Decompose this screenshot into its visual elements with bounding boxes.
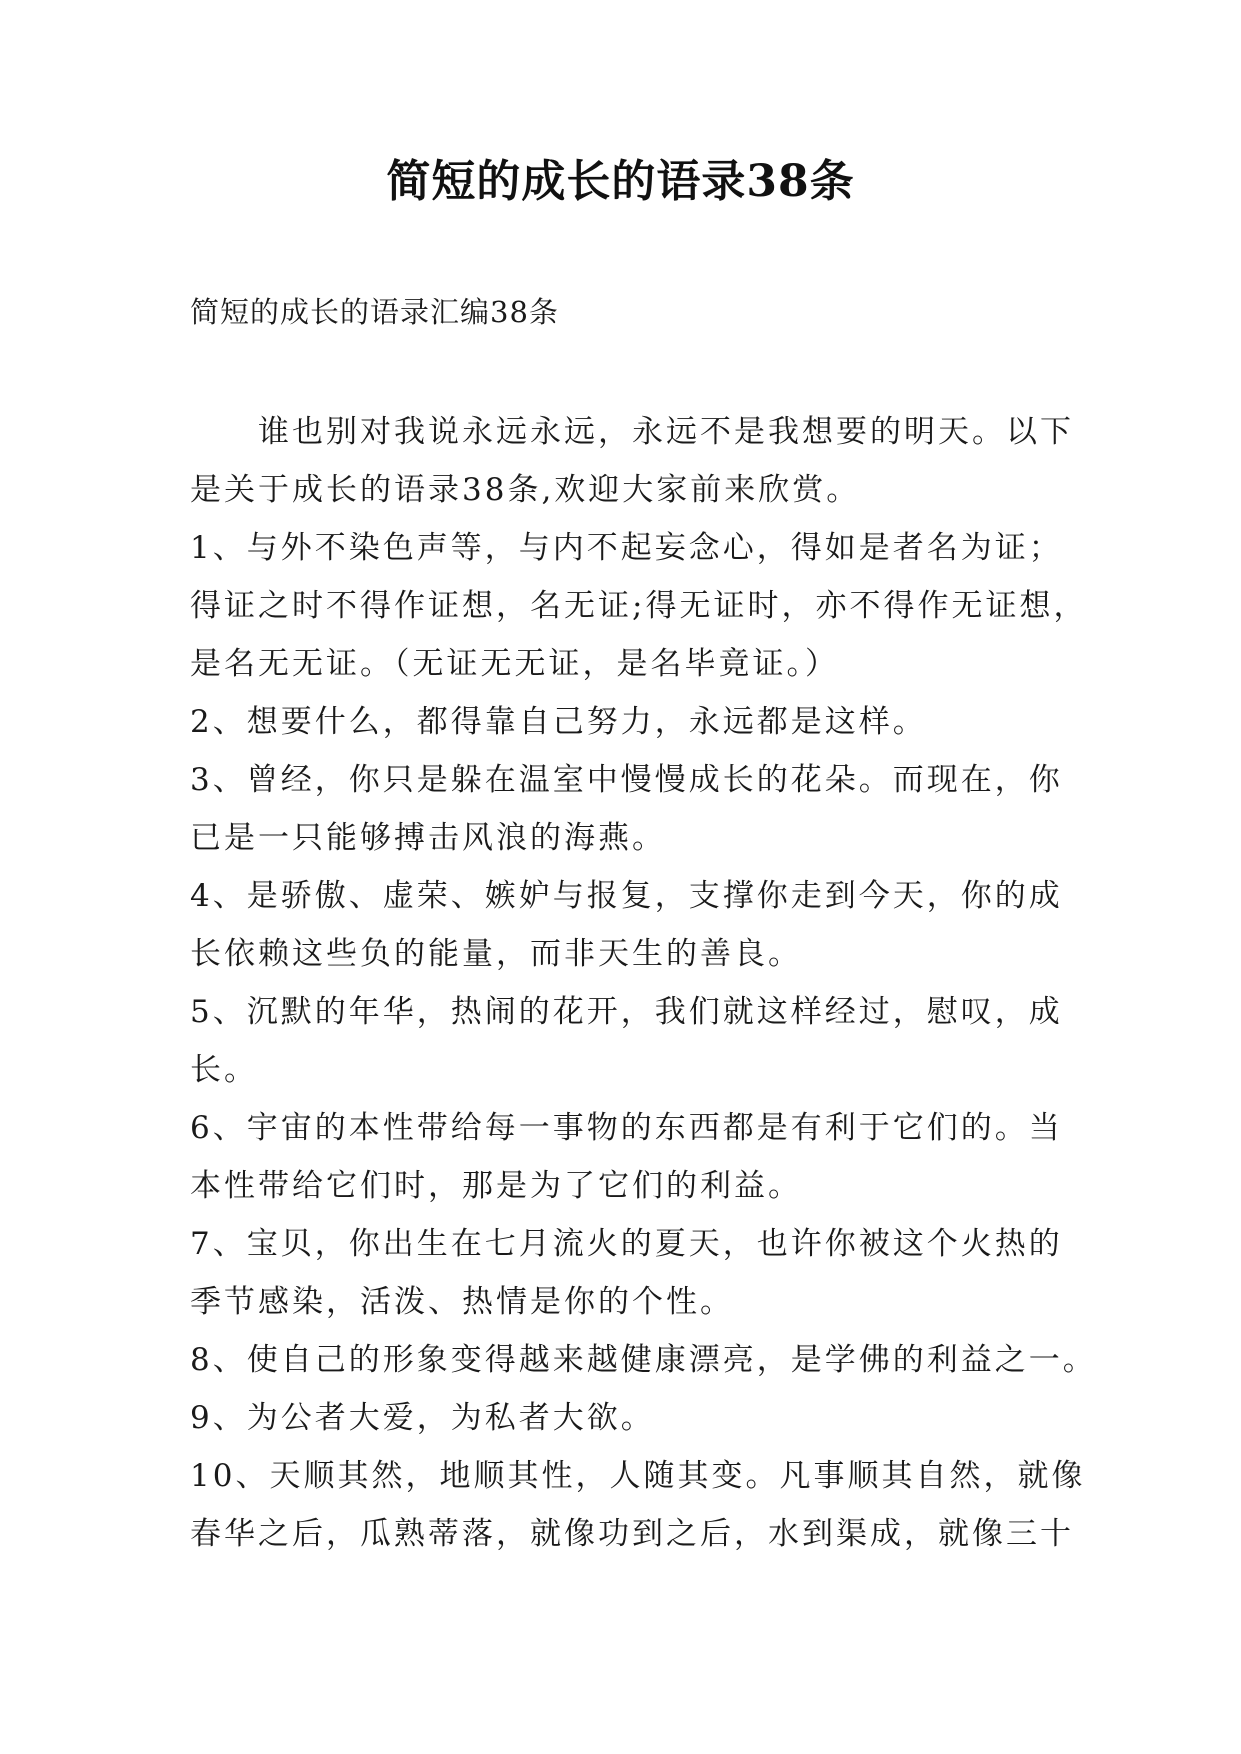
body-line: 10、天顺其然，地顺其性，人随其变。凡事顺其自然，就像 — [190, 1458, 1086, 1494]
body-line: 2、想要什么，都得靠自己努力，永远都是这样。 — [190, 704, 927, 740]
body-line: 4、是骄傲、虚荣、嫉妒与报复，支撑你走到今天，你的成 — [190, 878, 1063, 914]
body-line: 3、曾经，你只是躲在温室中慢慢成长的花朵。而现在，你 — [190, 762, 1063, 798]
document-subtitle: 简短的成长的语录汇编38条 — [190, 295, 559, 329]
body-line: 9、为公者大爱，为私者大欲。 — [190, 1400, 655, 1436]
body-line: 春华之后，瓜熟蒂落，就像功到之后，水到渠成，就像三十 — [190, 1516, 1074, 1552]
body-line: 本性带给它们时，那是为了它们的利益。 — [190, 1168, 802, 1204]
body-line: 1、与外不染色声等，与内不起妄念心，得如是者名为证； — [190, 530, 1063, 566]
document-body — [190, 403, 1097, 1563]
body-line: 谁也别对我说永远永远，永远不是我想要的明天。以下 — [258, 414, 1074, 450]
body-line: 得证之时不得作证想，名无证;得无证时，亦不得作无证想， — [190, 588, 1088, 624]
body-line: 5、沉默的年华，热闹的花开，我们就这样经过，慰叹，成 — [190, 994, 1063, 1030]
body-line: 是名无无证。（无证无无证，是名毕竟证。） — [190, 646, 839, 682]
body-line: 已是一只能够搏击风浪的海燕。 — [190, 820, 666, 856]
body-line: 长依赖这些负的能量，而非天生的善良。 — [190, 936, 802, 972]
body-line: 8、使自己的形象变得越来越健康漂亮，是学佛的利益之一。 — [190, 1342, 1097, 1378]
body-line: 长。 — [190, 1052, 258, 1088]
body-line: 6、宇宙的本性带给每一事物的东西都是有利于它们的。当 — [190, 1110, 1063, 1146]
body-line: 季节感染，活泼、热情是你的个性。 — [190, 1284, 734, 1320]
body-line: 是关于成长的语录38条,欢迎大家前来欣赏。 — [190, 472, 861, 508]
page-title: 简短的成长的语录38条 — [386, 156, 855, 207]
body-line: 7、宝贝，你出生在七月流火的夏天，也许你被这个火热的 — [190, 1226, 1063, 1262]
